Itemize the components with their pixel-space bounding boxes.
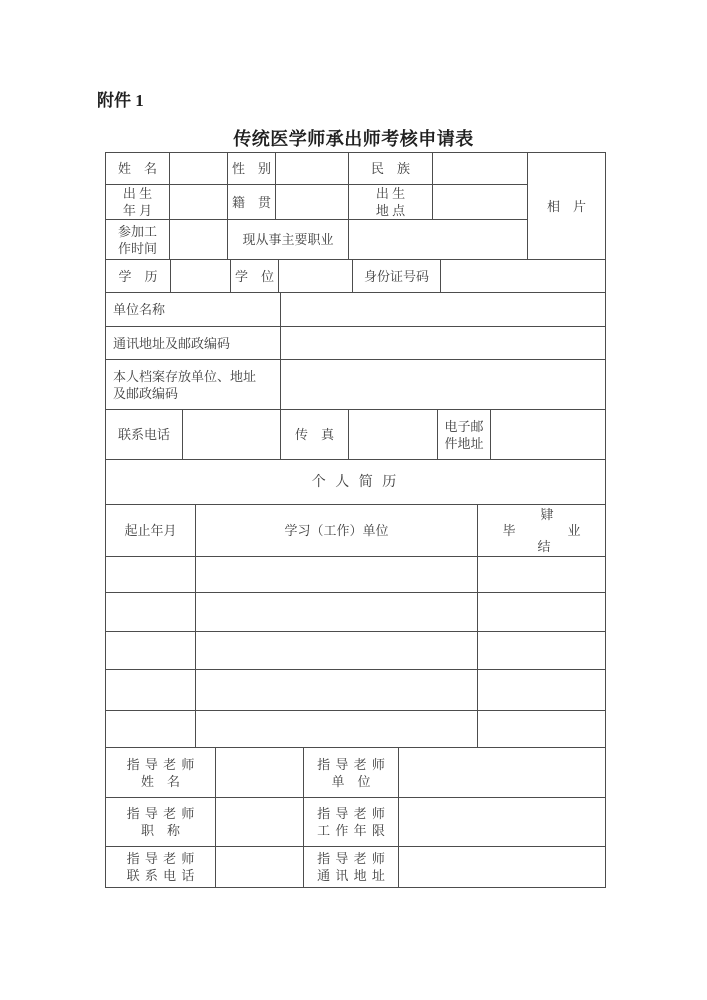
archive-row [106,360,606,410]
teacher-unit-label: 指 导 老 师 单 位 [304,748,399,798]
unit-name-label: 单位名称 [106,293,281,327]
photo-placeholder-label: 相 片 [546,198,586,214]
resume-row [106,593,606,632]
resume-grad-cell [478,593,606,632]
teacher-unit-value-cell [399,748,606,798]
fax-value-cell [349,410,438,460]
resume-graduation-header: 肄 毕 业 结 [478,505,606,557]
ethnicity-value-cell [433,153,528,185]
native-place-label: 籍 贯 [228,185,276,220]
education-value-cell [171,260,231,293]
resume-header-row [106,505,606,557]
teacher-name-label: 指 导 老 师 姓 名 [106,748,216,798]
form-title: 传统医学师承出师考核申请表 [233,129,474,149]
phone-value-cell [183,410,281,460]
resume-section-row [106,460,606,505]
photo-cell [528,153,606,260]
teacher-title-value-cell [216,798,304,847]
email-value-cell [491,410,606,460]
teacher-phone-label: 指 导 老 师 联 系 电 话 [106,847,216,888]
resume-unit-cell [196,711,478,748]
degree-value-cell [279,260,353,293]
id-number-label: 身份证号码 [353,260,441,293]
teacher-contact-row [106,847,606,888]
teacher-years-label: 指 导 老 师 工 作 年 限 [304,798,399,847]
occupation-value-cell [349,220,528,260]
mailing-address-label: 通讯地址及邮政编码 [106,327,281,360]
basic-info-row-group [106,153,606,260]
work-start-date-label: 参加工 作时间 [106,220,170,260]
birth-place-value-cell [433,185,528,220]
teacher-title-label: 指 导 老 师 职 称 [106,798,216,847]
birth-place-label: 出 生 地 点 [349,185,433,220]
gender-value-cell [276,153,349,185]
contact-row [106,410,606,460]
teacher-title-row [106,798,606,847]
teacher-address-label: 指 导 老 师 通 讯 地 址 [304,847,399,888]
phone-label: 联系电话 [106,410,183,460]
birth-date-value-cell [170,185,228,220]
education-label: 学 历 [106,260,171,293]
teacher-years-value-cell [399,798,606,847]
resume-period-cell [106,632,196,670]
resume-grad-cell [478,711,606,748]
resume-period-header: 起止年月 [106,505,196,557]
resume-grad-cell [478,557,606,593]
resume-period-cell [106,557,196,593]
fax-label: 传 真 [281,410,349,460]
resume-unit-cell [196,670,478,711]
resume-unit-header: 学习（工作）单位 [196,505,478,557]
resume-unit-cell [196,557,478,593]
unit-name-row [106,293,606,327]
mailing-address-value-cell [281,327,606,360]
degree-label: 学 位 [231,260,279,293]
resume-period-cell [106,670,196,711]
resume-period-cell [106,593,196,632]
resume-unit-cell [196,632,478,670]
teacher-phone-value-cell [216,847,304,888]
teacher-name-value-cell [216,748,304,798]
teacher-address-value-cell [399,847,606,888]
resume-section-title: 个 人 简 历 [106,460,606,505]
email-label: 电子邮 件地址 [438,410,491,460]
ethnicity-label: 民 族 [349,153,433,185]
name-value-cell [170,153,228,185]
resume-row [106,632,606,670]
teacher-name-row [106,748,606,798]
gender-label: 性 别 [228,153,276,185]
archive-value-cell [281,360,606,410]
attachment-label: 附件 1 [97,91,144,110]
resume-row [106,711,606,748]
unit-name-value-cell [281,293,606,327]
archive-label: 本人档案存放单位、地址 及邮政编码 [106,360,281,410]
birth-date-label: 出 生 年 月 [106,185,170,220]
basic-info-left-block [106,153,528,260]
resume-row [106,557,606,593]
resume-row [106,670,606,711]
education-row [106,260,606,293]
id-number-value-cell [441,260,606,293]
occupation-label: 现从事主要职业 [228,220,349,260]
resume-grad-cell [478,670,606,711]
native-place-value-cell [276,185,349,220]
resume-grad-cell [478,632,606,670]
work-start-date-value-cell [170,220,228,260]
application-form-table [105,152,606,888]
name-label: 姓 名 [106,153,170,185]
mailing-address-row [106,327,606,360]
resume-unit-cell [196,593,478,632]
resume-period-cell [106,711,196,748]
